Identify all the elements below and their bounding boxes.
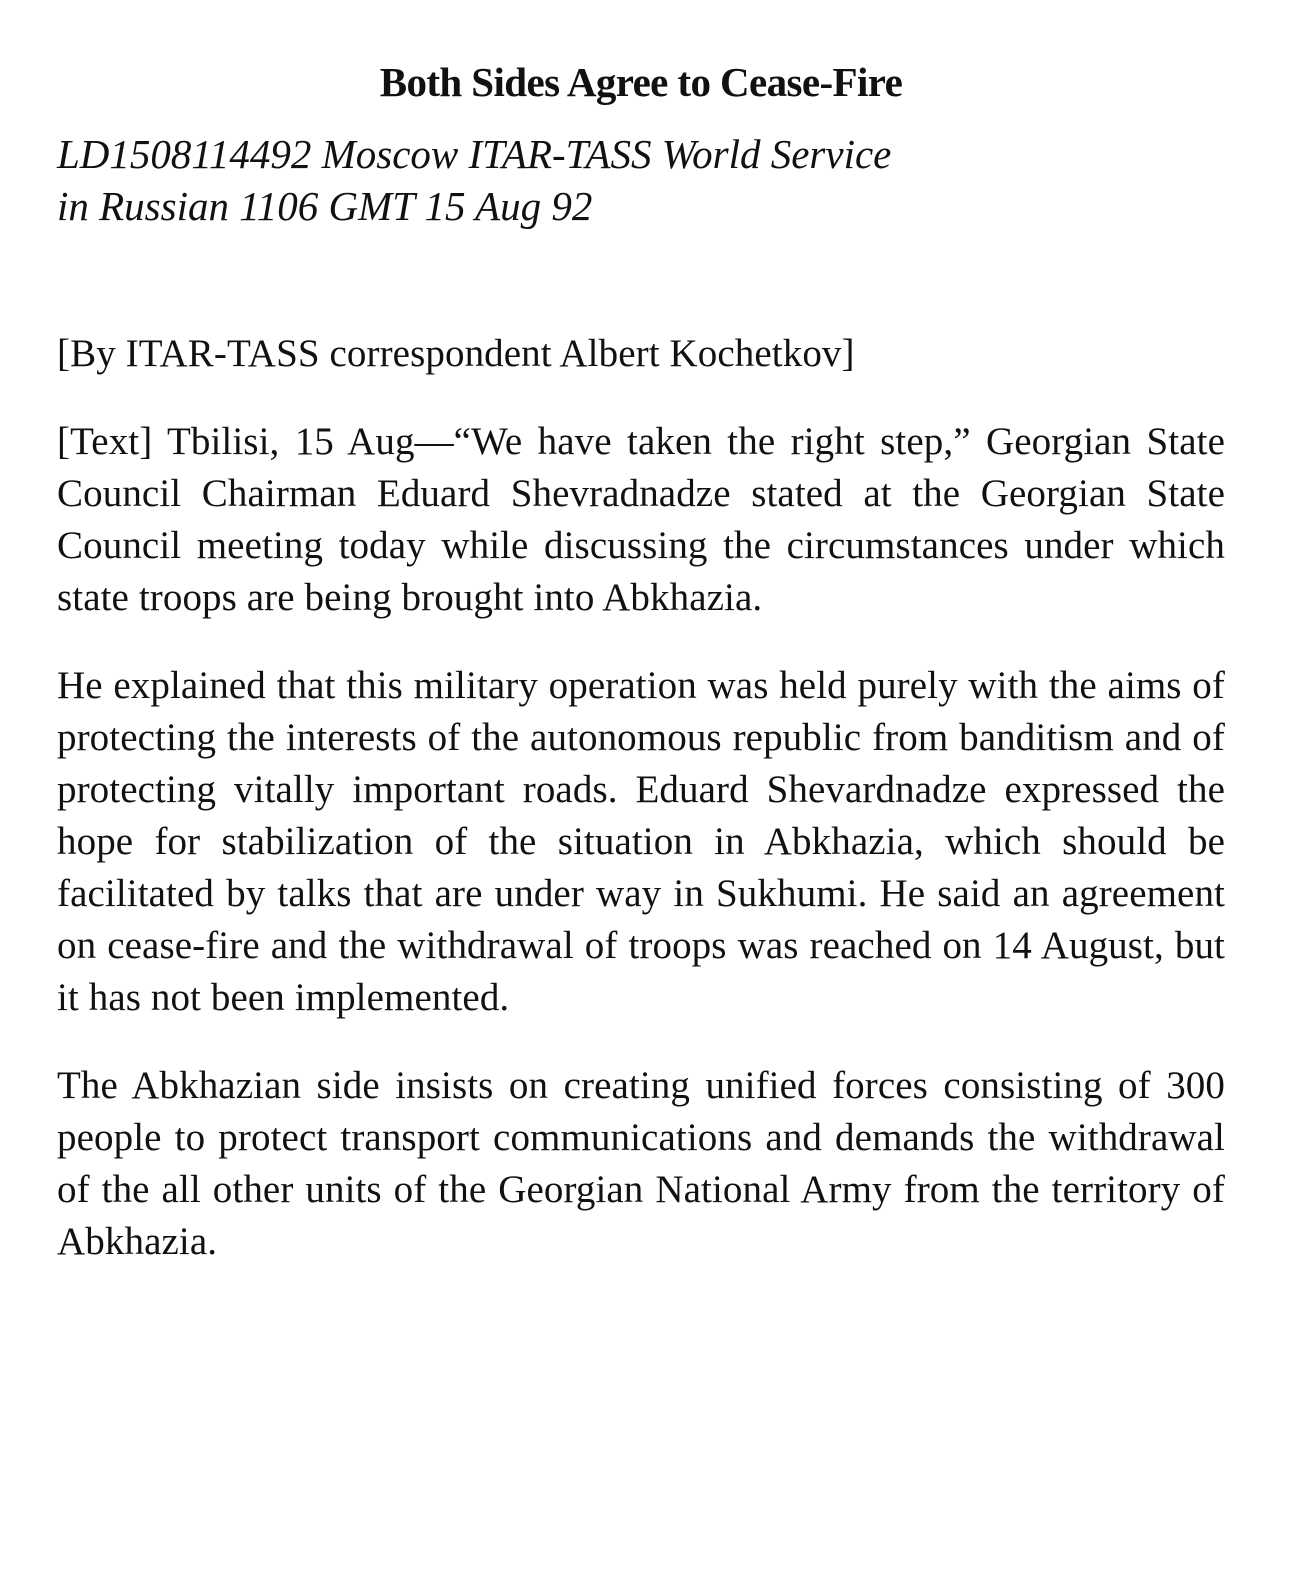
paragraph-3: The Abkhazian side insists on creating unified forces consisting of 300 people to protect transport communications and demands the withdrawal of the all other units of the Georgian National Army from the territory of Abkhazia. [57,1064,1225,1263]
article [57,52,1225,1268]
paragraph-1: [Text] Tbilisi, 15 Aug—“We have taken the right step,” Georgian State Council Chairman Eduard Shevradnadze stated at the Georgian State Council meeting today while discussing the circumstances under which state troops are being brought into Abkhazia. [57,420,1225,619]
source-line-1: LD1508114492 Moscow ITAR-TASS World Service [57,131,892,177]
source-line-2: in Russian 1106 GMT 15 Aug 92 [57,183,593,229]
byline: [By ITAR-TASS correspondent Albert Kochetkov] [57,332,855,375]
source-line [57,128,1225,232]
article-headline: Both Sides Agree to Cease-Fire [379,59,903,105]
paragraph-2: He explained that this military operation was held purely with the aims of protecting the interests of the autonomous republic from banditism and of protecting vitally important roads. Eduard Shevardnadze expressed the hope for stabilization of the situation in Abkhazia, which should be facilitated by talks that are under way in Sukhumi. He said an agreement on cease-fire and the withdrawal of troops was reached on 14 August, but it has not been implemented. [57,664,1225,1019]
